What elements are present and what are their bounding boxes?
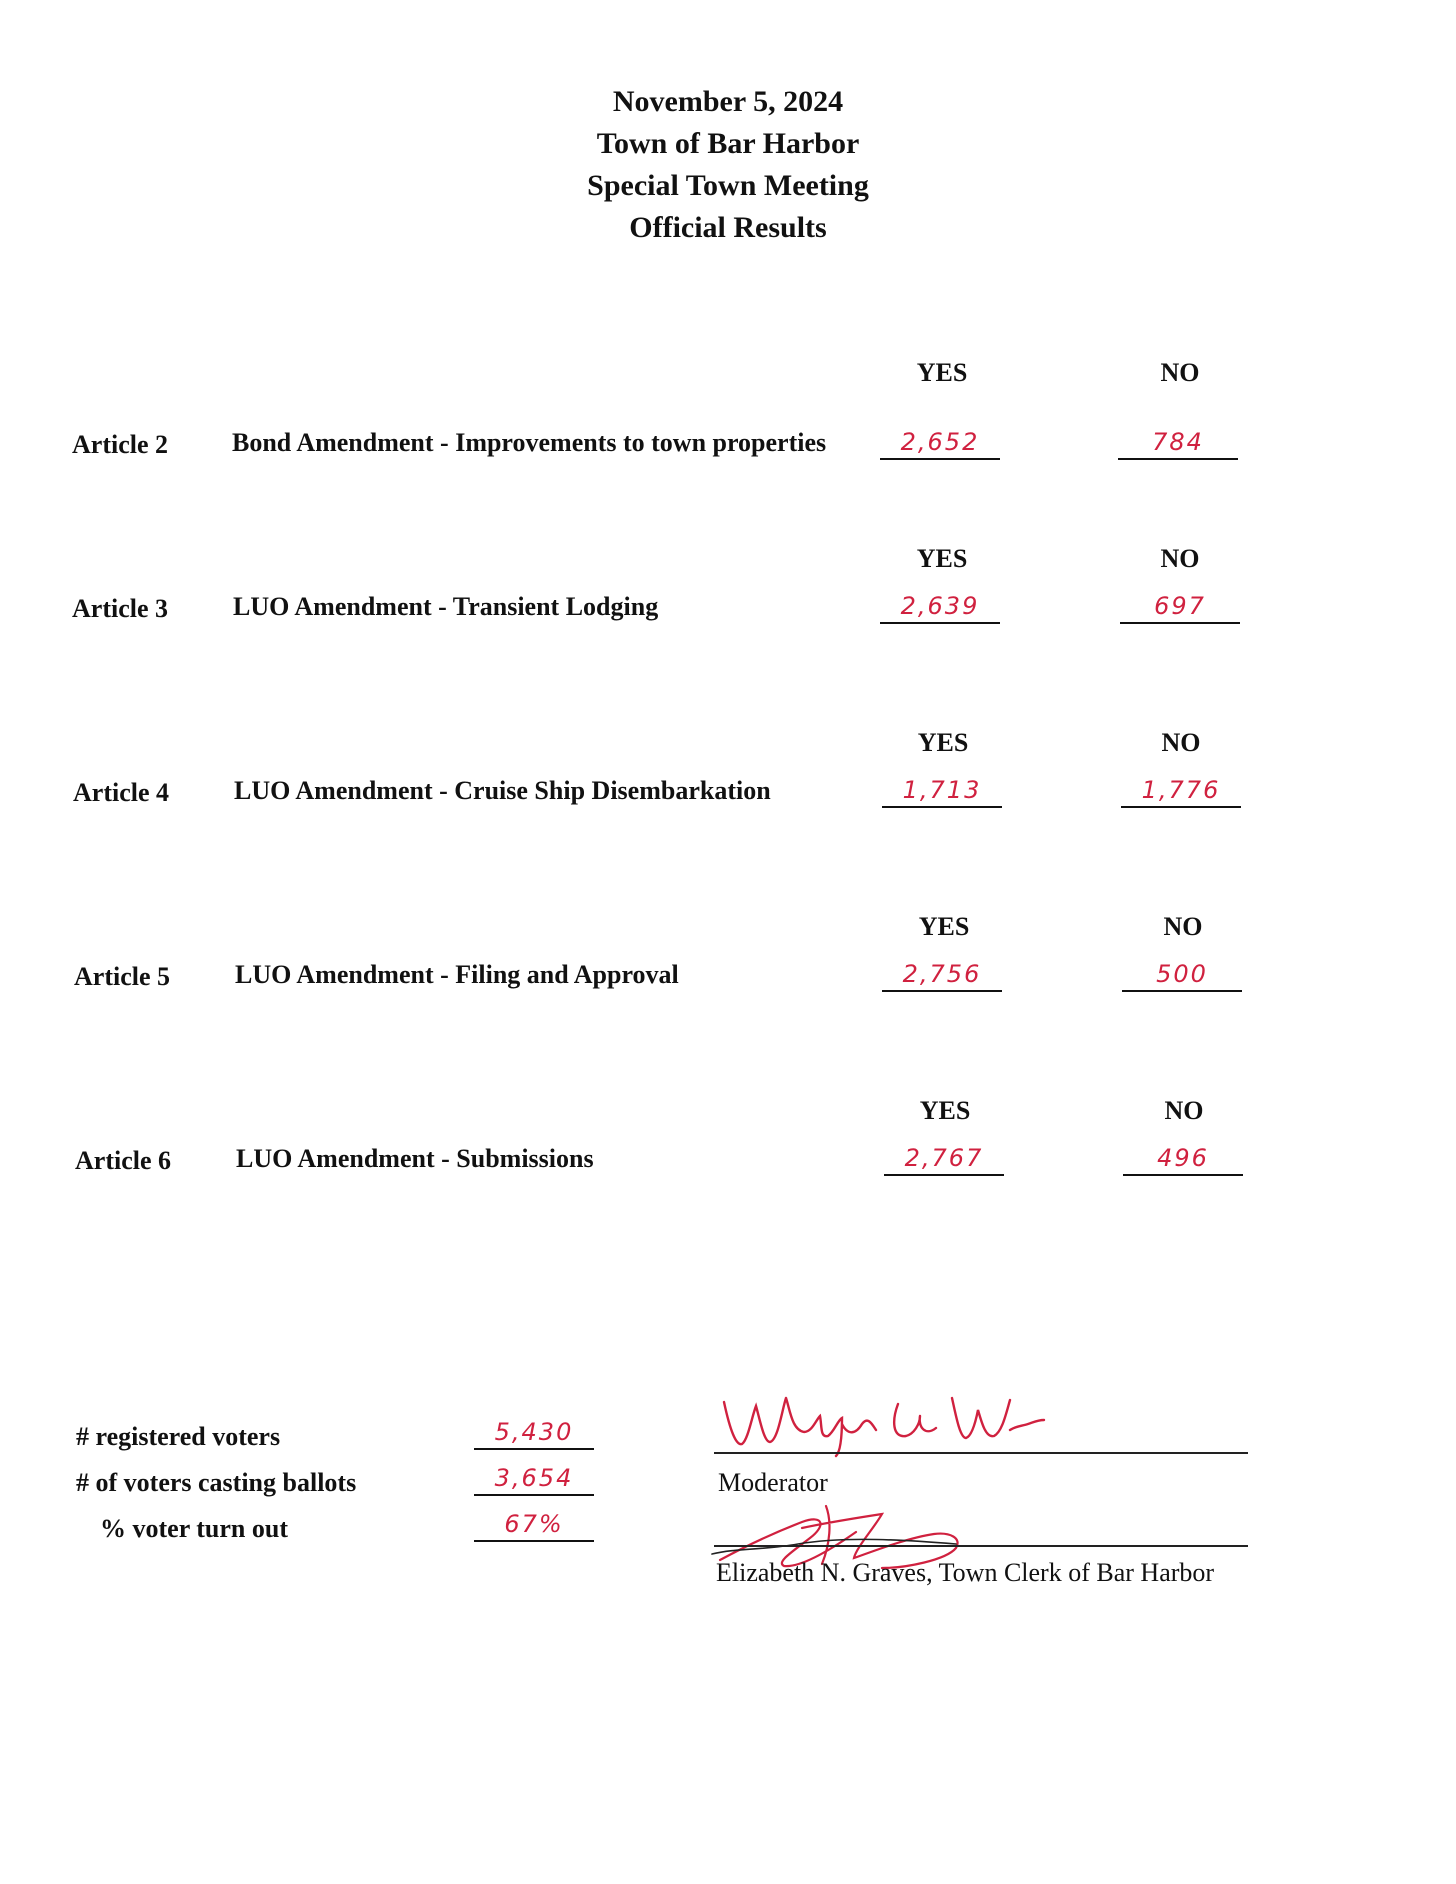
yes-column-header: YES xyxy=(919,1096,971,1125)
voters-casting-value: 3,654 xyxy=(494,1464,574,1492)
article-title: LUO Amendment - Submissions xyxy=(236,1144,594,1173)
article-title: Bond Amendment - Improvements to town properties xyxy=(232,428,827,457)
no-column-header: NO xyxy=(1161,728,1201,757)
header-date: November 5, 2024 xyxy=(612,85,844,118)
yes-vote-count: 2,639 xyxy=(900,592,980,620)
no-vote-count: 500 xyxy=(1156,960,1208,988)
no-column-header: NO xyxy=(1160,358,1200,387)
no-vote-blank xyxy=(1121,772,1241,808)
article-number: Article 4 xyxy=(73,778,170,807)
moderator-label: Moderator xyxy=(718,1468,828,1497)
registered-voters-value: 5,430 xyxy=(494,1418,574,1446)
clerk-label: Elizabeth N. Graves, Town Clerk of Bar Harbor xyxy=(716,1558,1215,1587)
registered-voters-blank xyxy=(474,1414,594,1450)
article-title: LUO Amendment - Transient Lodging xyxy=(233,592,659,621)
yes-vote-blank xyxy=(882,772,1002,808)
header-subtitle: Official Results xyxy=(629,211,827,244)
no-vote-count: 1,776 xyxy=(1141,776,1221,804)
turnout-value: 67% xyxy=(504,1510,564,1538)
yes-vote-count: 1,713 xyxy=(902,776,982,804)
turnout-blank xyxy=(474,1506,594,1542)
article-number: Article 6 xyxy=(75,1146,172,1175)
moderator-signature-line xyxy=(714,1452,1248,1454)
no-vote-count: 496 xyxy=(1157,1144,1209,1172)
no-vote-blank xyxy=(1120,588,1240,624)
article-number: Article 2 xyxy=(72,430,169,459)
no-vote-blank xyxy=(1122,956,1242,992)
no-vote-blank xyxy=(1118,424,1238,460)
no-column-header: NO xyxy=(1163,912,1203,941)
no-vote-count: 697 xyxy=(1154,592,1206,620)
yes-vote-blank xyxy=(882,956,1002,992)
yes-column-header: YES xyxy=(916,358,968,387)
yes-column-header: YES xyxy=(918,912,970,941)
article-title: LUO Amendment - Cruise Ship Disembarkation xyxy=(234,776,771,805)
voters-casting-blank xyxy=(474,1460,594,1496)
turnout-label: % voter turn out xyxy=(100,1514,289,1543)
yes-vote-blank xyxy=(880,588,1000,624)
article-number: Article 3 xyxy=(72,594,169,623)
moderator-signature xyxy=(716,1380,1046,1460)
yes-vote-blank xyxy=(880,424,1000,460)
no-vote-count: 784 xyxy=(1152,428,1204,456)
registered-voters-label: # registered voters xyxy=(76,1422,281,1451)
header-meeting: Special Town Meeting xyxy=(587,169,869,202)
yes-column-header: YES xyxy=(917,728,969,757)
header-town: Town of Bar Harbor xyxy=(596,127,860,160)
yes-vote-count: 2,652 xyxy=(900,428,980,456)
no-column-header: NO xyxy=(1164,1096,1204,1125)
yes-vote-count: 2,767 xyxy=(904,1144,984,1172)
clerk-signature-line xyxy=(714,1545,1248,1547)
voters-casting-label: # of voters casting ballots xyxy=(76,1468,357,1497)
yes-column-header: YES xyxy=(916,544,968,573)
yes-vote-count: 2,756 xyxy=(902,960,982,988)
article-number: Article 5 xyxy=(74,962,171,991)
no-vote-blank xyxy=(1123,1140,1243,1176)
article-title: LUO Amendment - Filing and Approval xyxy=(235,960,679,989)
no-column-header: NO xyxy=(1160,544,1200,573)
yes-vote-blank xyxy=(884,1140,1004,1176)
